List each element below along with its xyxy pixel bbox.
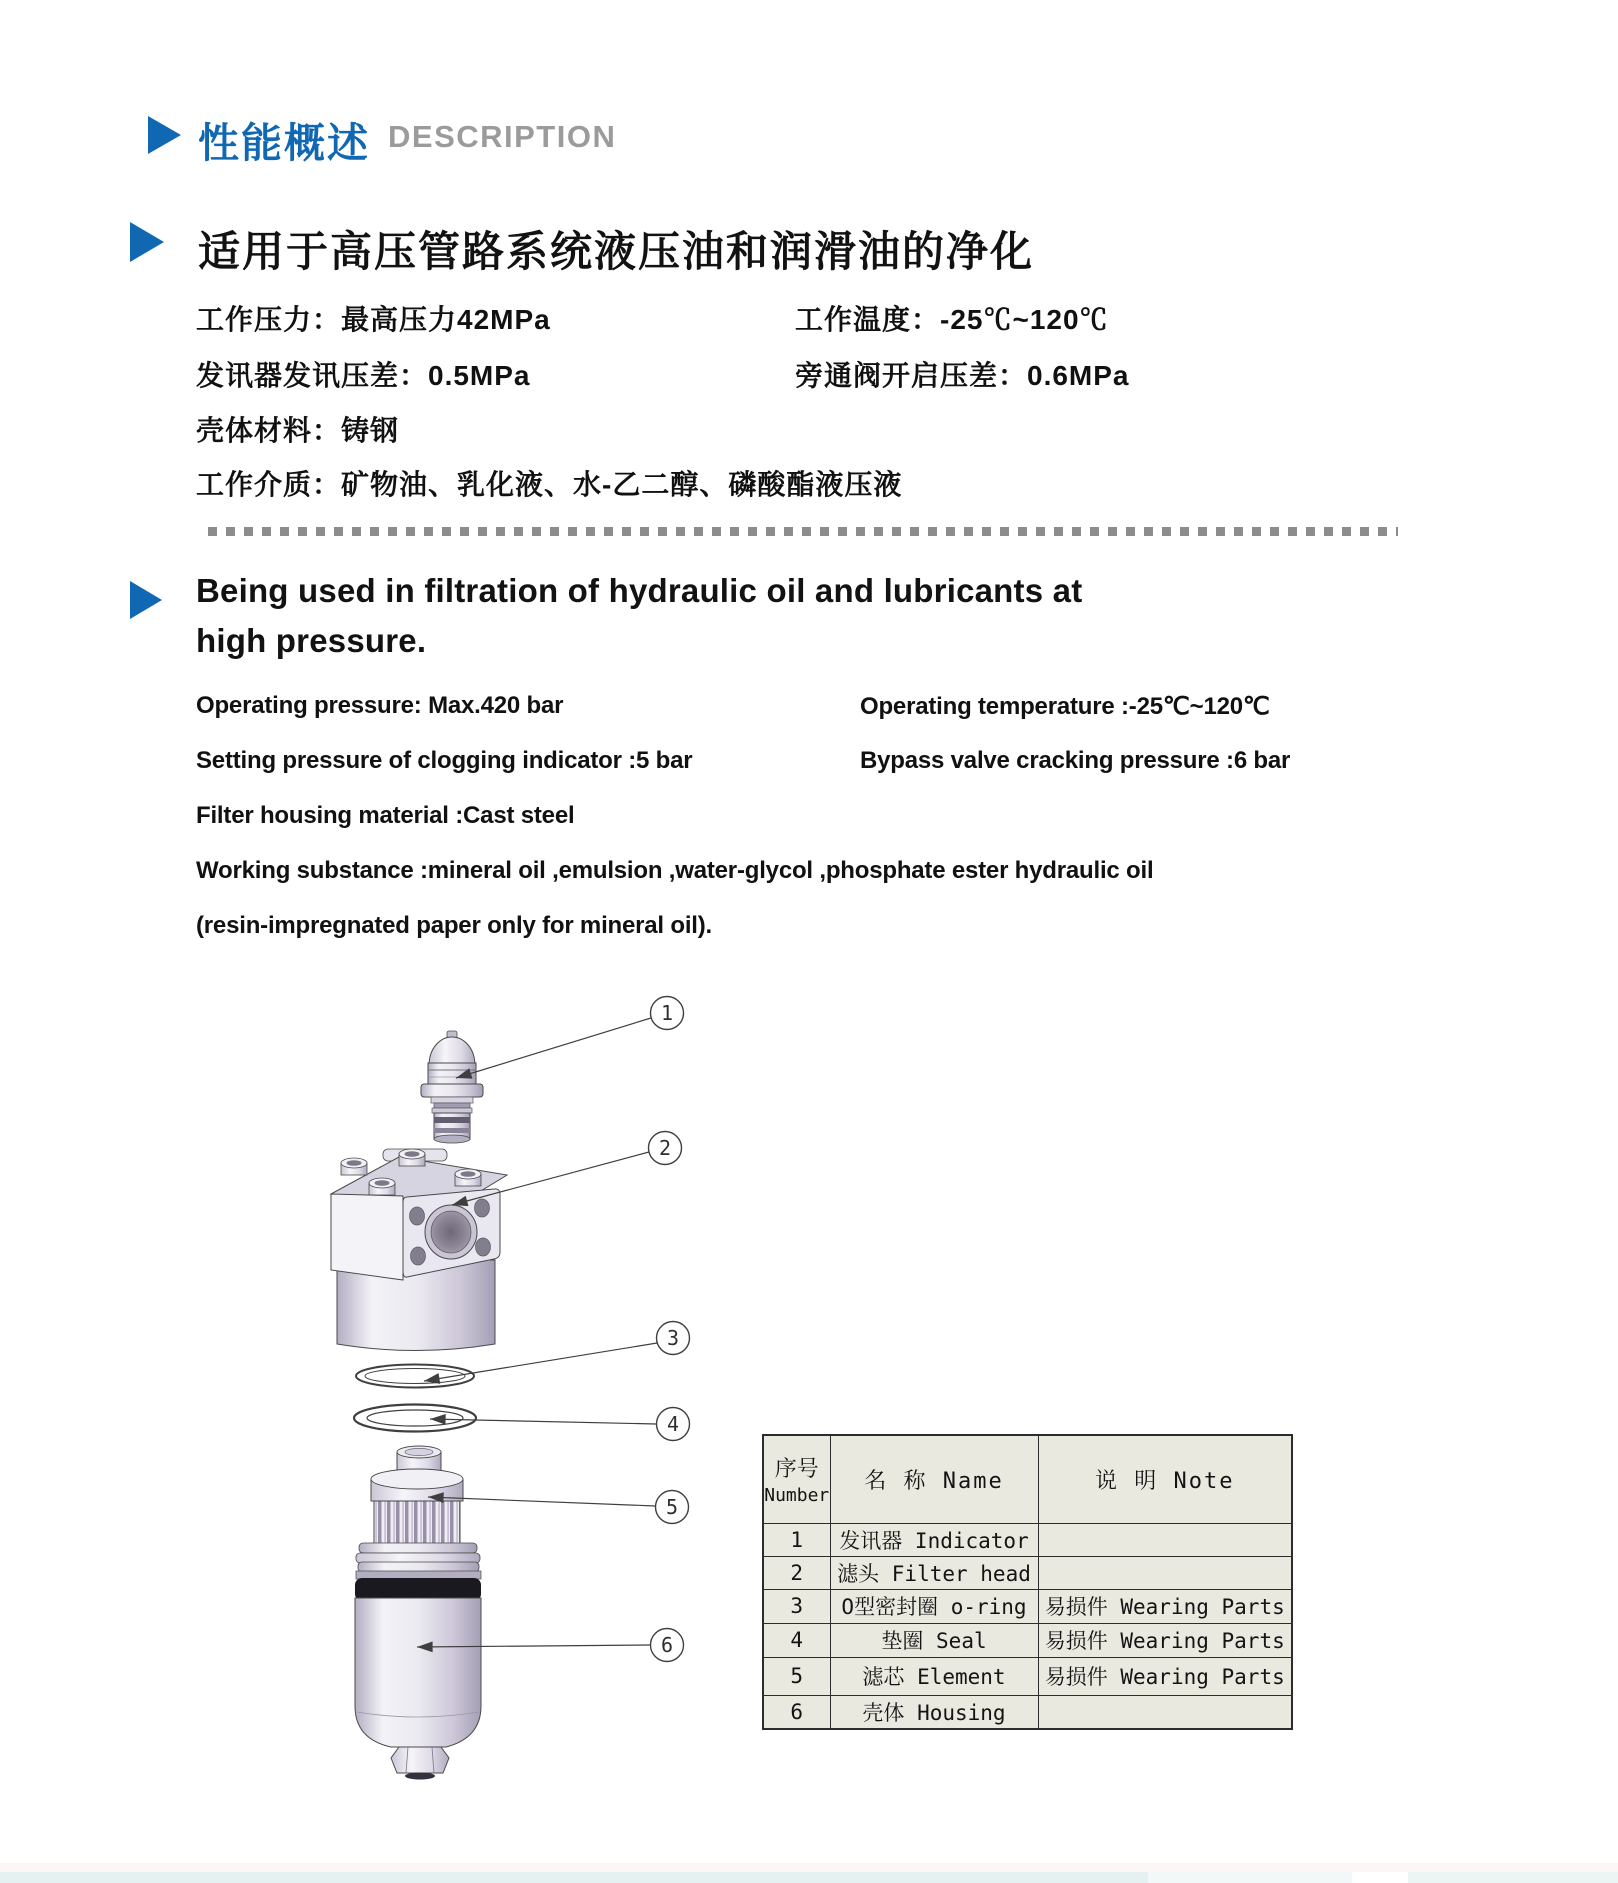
en-spec-row: [196, 802, 1496, 842]
spec-working-temperature-zh: 工作温度：-25℃~120℃: [795, 304, 1109, 335]
spec-working-pressure-zh: 工作压力：最高压力42MPa: [196, 304, 551, 335]
row-name: 滤头 Filter head: [830, 1556, 1038, 1589]
row-note: 易损件 Wearing Parts: [1038, 1657, 1292, 1695]
exploded-view-diagram: [280, 990, 740, 1802]
callout-3-label: 3: [666, 1326, 680, 1350]
table-row: [763, 1523, 1292, 1556]
section-arrow-icon: [148, 116, 181, 154]
en-section-heading-line2: high pressure.: [196, 622, 427, 659]
row-name: 发讯器 Indicator: [830, 1523, 1038, 1556]
row-number: 3: [763, 1589, 830, 1623]
spec-clogging-indicator-en: Setting pressure of clogging indicator :5 bar: [196, 747, 693, 774]
row-number: 2: [763, 1556, 830, 1589]
table-row: [763, 1657, 1292, 1695]
spec-operating-pressure-en: Operating pressure: Max.420 bar: [196, 692, 564, 719]
row-note: [1038, 1523, 1292, 1556]
page-title-en: DESCRIPTION: [388, 119, 617, 154]
dotted-divider: [208, 527, 1398, 536]
footer-accent-strip: [0, 1872, 1148, 1883]
zh-spec-row: [196, 463, 1496, 503]
footer-accent-strip: [1408, 1872, 1618, 1883]
table-row: [763, 1556, 1292, 1589]
spec-bypass-pressure-zh: 旁通阀开启压差：0.6MPa: [795, 360, 1130, 391]
zh-spec-row: [196, 409, 1496, 449]
row-name: 滤芯 Element: [830, 1657, 1038, 1695]
header-number-zh: 序号: [774, 1457, 819, 1483]
housing-part: [355, 1543, 481, 1780]
drain-nut: [391, 1747, 449, 1773]
leader-line-1: [456, 1018, 651, 1078]
callout-2-label: 2: [658, 1136, 672, 1160]
footer-accent-strip: [0, 1863, 1618, 1872]
en-spec-row: [196, 692, 1496, 732]
en-spec-row: [196, 747, 1496, 787]
header-number-en: Number: [764, 1485, 830, 1507]
seal-part: [354, 1405, 476, 1432]
parts-table: [762, 1434, 1293, 1730]
section-arrow-icon: [130, 581, 162, 619]
header-number-cell: [763, 1435, 830, 1523]
filter-head-part: [331, 1149, 507, 1351]
zh-spec-row: [196, 298, 1496, 338]
header-name-cell: 名 称 Name: [830, 1435, 1038, 1523]
row-number: 5: [763, 1657, 830, 1695]
en-spec-row: [196, 857, 1496, 897]
parts-table-header-row: [763, 1435, 1292, 1523]
row-number: 6: [763, 1695, 830, 1729]
callout-1-label: 1: [660, 1001, 674, 1025]
row-number: 1: [763, 1523, 830, 1556]
zh-spec-row: [196, 354, 1496, 394]
zh-section-heading: 适用于高压管路系统液压油和润滑油的净化: [198, 228, 1035, 275]
table-row: [763, 1623, 1292, 1657]
spec-working-medium-zh: 工作介质：矿物油、乳化液、水-乙二醇、磷酸酯液压液: [196, 469, 903, 500]
table-row: [763, 1695, 1292, 1729]
spec-housing-material-en: Filter housing material :Cast steel: [196, 802, 575, 829]
row-note: 易损件 Wearing Parts: [1038, 1623, 1292, 1657]
spec-indicator-pressure-zh: 发讯器发讯压差：0.5MPa: [196, 360, 531, 391]
row-name: 壳体 Housing: [830, 1695, 1038, 1729]
page-title-zh: 性能概述: [198, 120, 370, 166]
spec-housing-material-zh: 壳体材料：铸钢: [196, 415, 400, 446]
table-row: [763, 1589, 1292, 1623]
spec-operating-temperature-en: Operating temperature :-25℃~120℃: [860, 693, 1270, 720]
en-section-heading-line1: Being used in filtration of hydraulic oil and lubricants at: [196, 572, 1083, 609]
section-arrow-icon: [130, 222, 164, 262]
spec-working-substance-en: Working substance :mineral oil ,emulsion ,water-glycol ,phosphate ester hydraulic oil: [196, 857, 1154, 884]
row-note: 易损件 Wearing Parts: [1038, 1589, 1292, 1623]
footer-accent-strip: [1148, 1872, 1352, 1883]
callout-5-label: 5: [665, 1495, 679, 1519]
row-note: [1038, 1556, 1292, 1589]
header-note-cell: 说 明 Note: [1038, 1435, 1292, 1523]
row-name: O型密封圈 o-ring: [830, 1589, 1038, 1623]
spec-bypass-valve-en: Bypass valve cracking pressure :6 bar: [860, 747, 1291, 774]
row-number: 4: [763, 1623, 830, 1657]
callout-6-label: 6: [660, 1633, 674, 1657]
indicator-part: [421, 1031, 483, 1143]
spec-resin-note-en: (resin-impregnated paper only for mineral oil).: [196, 912, 713, 939]
row-name: 垫圈 Seal: [830, 1623, 1038, 1657]
en-spec-row: [196, 912, 1496, 952]
row-note: [1038, 1695, 1292, 1729]
callout-4-label: 4: [666, 1412, 680, 1436]
